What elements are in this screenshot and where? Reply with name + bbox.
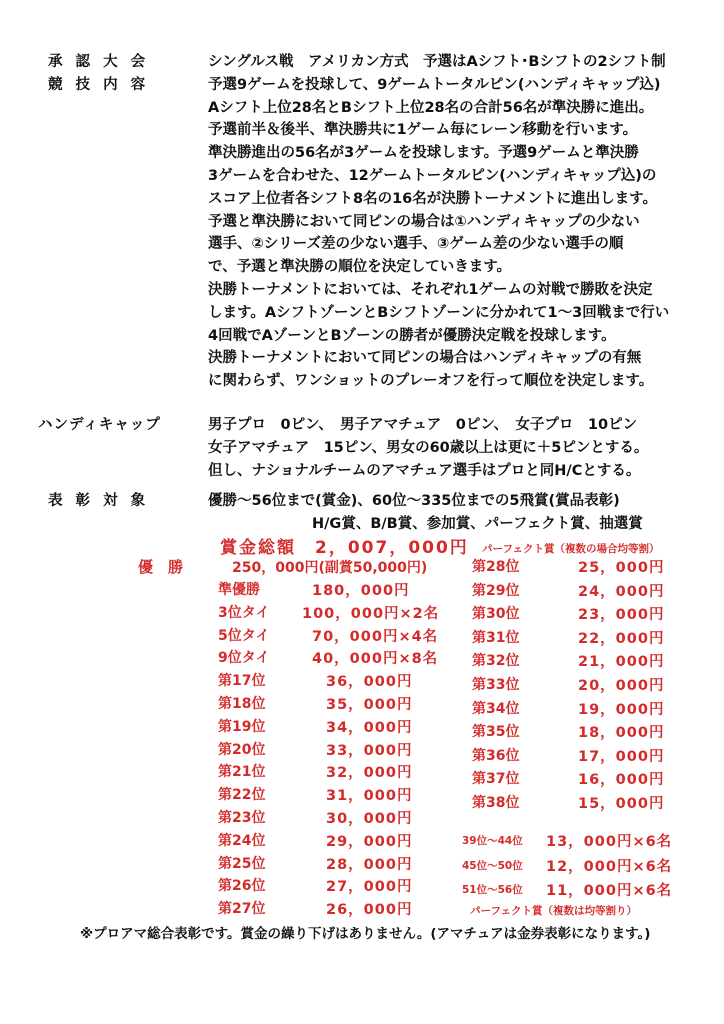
competition-line: 4回戦でAゾーンとBゾーンの勝者が優勝決定戦を投球します。 [208,327,616,344]
prize-rank: 第22位 [218,787,266,804]
prize-rank: 第32位 [472,653,520,670]
prize-amount: 23，000円 [578,607,665,624]
winner-amount: 250，000円(副賞50,000円) [232,560,428,576]
prize-rank: 第17位 [218,673,266,690]
competition-line: に関わらず、ワンショットのプレーオフを行って順位を決定します。 [208,373,654,390]
prize-rank: 第35位 [472,724,520,741]
prize-amount: 28，000円 [326,856,413,873]
prize-amount: 22，000円 [578,630,665,647]
prize-amount: 19，000円 [578,701,665,718]
prize-rank: 5位タイ [218,627,270,644]
prize-amount: 30，000円 [326,811,413,827]
prize-amount: 24，000円 [578,583,665,600]
prize-group-rank: 39位～44位 [462,835,523,847]
prize-amount: 33，000円 [326,742,413,759]
competition-label-line2: 競 技 内 容 [48,77,150,93]
prize-rank: 第19位 [218,718,266,735]
handicap-line: 女子アマチュア 15ピン、男女の60歳以上は更に＋5ピンとする。 [208,439,649,456]
competition-line: 3ゲームを合わせた、12ゲームトータルピン(ハンディキャップ込)の [208,168,657,184]
competition-line: スコア上位者各シフト8名の16名が決勝トーナメントに進出します。 [208,190,658,207]
prize-amount: 29，000円 [326,833,413,850]
prize-rank: 第25位 [218,855,266,872]
footnote: ※プロアマ総合表彰です。賞金の繰り下げはありません。(アマチュアは金券表彰になります。) [80,926,651,942]
prize-amount: 18，000円 [578,725,665,742]
prize-rank: 第18位 [218,696,266,712]
competition-label-line1: 承 認 大 会 [48,54,150,70]
handicap-line: 但し、ナショナルチームのアマチュア選手はプロと同H/Cとする。 [208,462,641,479]
prize-amount: 16，000円 [578,772,665,789]
prize-amount: 21，000円 [578,654,665,671]
competition-line: 予選と準決勝において同ピンの場合は①ハンディキャップの少ない [208,213,640,230]
prize-amount: 20，000円 [578,678,665,694]
prize-rank: 第26位 [218,878,266,895]
competition-line: Aシフト上位28名とBシフト上位28名の合計56名が準決勝に進出。 [208,99,654,116]
prize-amount: 26，000円 [326,902,413,919]
competition-line: 決勝トーナメントにおいては、それぞれ1ゲームの対戦で勝敗を決定 [208,282,653,298]
prize-amount: 100，000円×2名 [302,605,440,622]
prize-rank: 第27位 [218,901,266,918]
prize-group-amount: 12，000円×6名 [546,858,673,875]
prize-rank: 3位タイ [218,604,270,621]
competition-line: します。AシフトゾーンとBシフトゾーンに分かれて1～3回戦まで行い [208,304,670,321]
prize-rank: 9位タイ [218,650,270,667]
prize-amount: 34，000円 [326,719,413,736]
perfect-note-top: パーフェクト賞（複数の場合均等割） [482,543,660,555]
prize-group-rank: 51位～56位 [462,884,523,896]
prize-group-rank: 45位～50位 [462,859,523,872]
prize-rank: 第31位 [472,629,520,646]
prize-rank: 第28位 [472,559,520,575]
prize-rank: 第38位 [472,795,520,811]
prize-rank: 第34位 [472,700,520,717]
prize-amount: 40，000円×8名 [312,651,439,668]
prize-rank: 第24位 [218,832,266,849]
competition-line: 決勝トーナメントにおいて同ピンの場合はハンディキャップの有無 [208,350,642,367]
prize-rank: 準優勝 [218,582,260,598]
prize-amount: 17，000円 [578,748,665,765]
prize-rank: 第21位 [218,764,266,781]
competition-line: シングルス戦 アメリカン方式 予選はAシフト･Bシフトの2シフト制 [208,54,666,70]
competition-line: 予選9ゲームを投球して、9ゲームトータルピン(ハンディキャップ込) [208,76,661,93]
prize-rank: 第29位 [472,582,520,599]
competition-line: 準決勝進出の56名が3ゲームを投球します。予選9ゲームと準決勝 [208,145,639,162]
winner-label: 優 勝 [138,558,184,576]
prize-rank: 第30位 [472,606,520,623]
handicap-line: 男子プロ 0ピン、 男子アマチュア 0ピン、 女子プロ 10ピン [208,417,638,433]
prize-group-amount: 11，000円×6名 [546,883,673,899]
prize-amount: 32，000円 [326,765,413,782]
prize-amount: 35，000円 [326,697,413,713]
prize-amount: 31，000円 [326,788,413,805]
prize-amount: 70，000円×4名 [312,628,439,645]
competition-line: 選手、②シリーズ差の少ない選手、③ゲーム差の少ない選手の順 [208,236,624,253]
prize-rank: 第20位 [218,741,266,758]
handicap-label: ハンディキャップ [38,417,161,433]
prize-rank: 第36位 [472,747,520,764]
awards-line-1: 優勝～56位まで(賞金)、60位～335位までの5飛賞(賞品表彰) [208,493,620,509]
awards-label: 表 彰 対 象 [48,493,150,509]
perfect-note-bottom: パーフェクト賞（複数は均等割り） [470,905,637,917]
prize-total: 賞金総額 2，007，000円 [220,538,469,558]
prize-amount: 36，000円 [326,674,413,691]
prize-rank: 第33位 [472,677,520,693]
prize-amount: 180，000円 [312,583,410,599]
competition-line: 予選前半＆後半、準決勝共に1ゲーム毎にレーン移動を行います。 [208,122,638,139]
prize-amount: 27，000円 [326,879,413,896]
prize-amount: 15，000円 [578,796,665,812]
awards-line-2: H/G賞、B/B賞、参加賞、パーフェクト賞、抽選賞 [312,516,643,532]
competition-line: で、予選と準決勝の順位を決定していきます。 [208,259,512,276]
prize-rank: 第23位 [218,810,266,826]
prize-group-amount: 13，000円×6名 [546,834,673,850]
prize-rank: 第37位 [472,771,520,788]
prize-amount: 25，000円 [578,560,665,576]
